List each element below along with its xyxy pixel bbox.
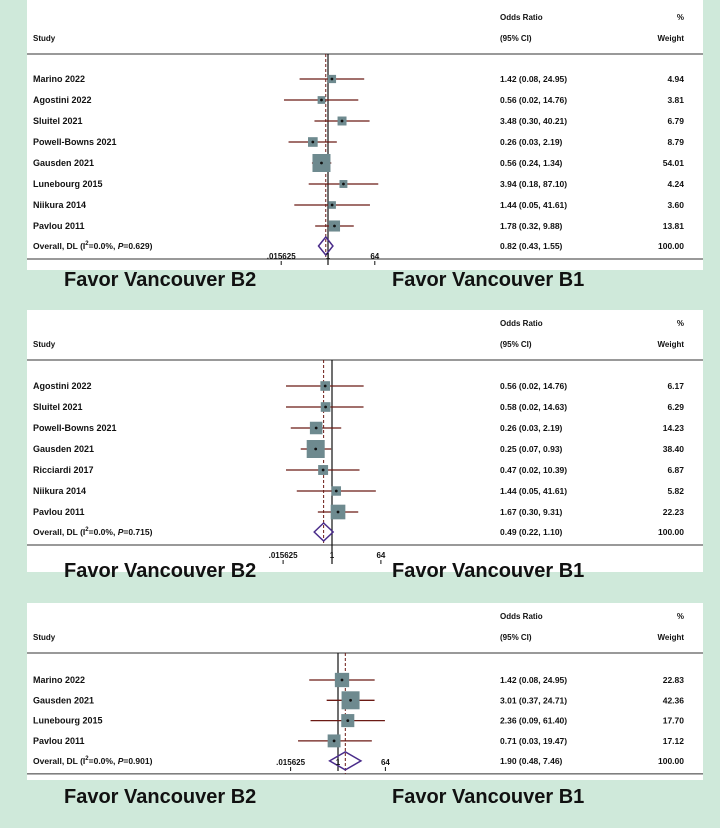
overall-weight-text: 100.00 (658, 241, 684, 251)
header-percent: % (676, 319, 684, 328)
point-estimate (335, 490, 338, 493)
weight-text: 38.40 (662, 444, 684, 454)
overall-label: Overall, DL ($I^2=0.0\%$, P=0.629) (33, 241, 153, 251)
study-label: Powell-Bowns 2021 (33, 423, 117, 433)
point-estimate (341, 679, 344, 682)
header-percent: % (676, 13, 684, 22)
header-ci: (95% CI) (500, 633, 532, 642)
x-tick-label: .015625 (268, 551, 298, 560)
point-estimate (341, 120, 344, 123)
x-tick-label: .015625 (276, 758, 306, 767)
ci-text: 0.58 (0.02, 14.63) (500, 402, 568, 412)
header-study: Study (33, 633, 56, 642)
point-estimate (314, 448, 317, 451)
ci-text: 3.48 (0.30, 40.21) (500, 116, 568, 126)
overall-label: Overall, DL ($I^2=0.0\%$, P=0.715) (33, 527, 153, 537)
weight-text: 54.01 (662, 158, 684, 168)
weight-text: 6.17 (667, 381, 684, 391)
ci-text: 3.94 (0.18, 87.10) (500, 179, 568, 189)
weight-text: 3.81 (667, 95, 684, 105)
study-label: Powell-Bowns 2021 (33, 137, 117, 147)
weight-text: 4.24 (667, 179, 684, 189)
point-estimate (320, 162, 323, 165)
header-odds-ratio: Odds Ratio (500, 319, 543, 328)
point-estimate (349, 699, 352, 702)
header-ci: (95% CI) (500, 340, 532, 349)
forest-plot-svg (27, 0, 703, 270)
weight-text: 6.79 (667, 116, 684, 126)
point-estimate (324, 385, 327, 388)
point-estimate (337, 511, 340, 514)
study-label: Agostini 2022 (33, 95, 92, 105)
study-label: Sluitel 2021 (33, 402, 83, 412)
point-estimate (324, 406, 327, 409)
study-label: Pavlou 2011 (33, 507, 85, 517)
weight-text: 6.29 (667, 402, 684, 412)
ci-text: 0.56 (0.02, 14.76) (500, 95, 568, 105)
x-tick-label: 64 (370, 252, 380, 261)
weight-text: 17.12 (662, 735, 684, 746)
study-label: Gausden 2021 (33, 158, 95, 168)
weight-text: 5.82 (667, 486, 684, 496)
study-label: Ricciardi 2017 (33, 465, 94, 475)
favor-left-label: Favor Vancouver B2 (64, 269, 257, 291)
study-label: Pavlou 2011 (33, 221, 85, 231)
study-label: Marino 2022 (33, 74, 86, 84)
study-label: Lunebourg 2015 (33, 715, 103, 726)
point-estimate (333, 225, 336, 228)
header-odds-ratio: Odds Ratio (500, 612, 543, 621)
favor-right-label: Favor Vancouver B1 (392, 269, 585, 291)
ci-text: 0.26 (0.03, 2.19) (500, 423, 563, 433)
overall-weight-text: 100.00 (658, 755, 684, 766)
point-estimate (331, 78, 334, 81)
x-tick-label: 64 (376, 551, 386, 560)
favor-right-label: Favor Vancouver B1 (392, 786, 585, 808)
ci-text: 0.71 (0.03, 19.47) (500, 735, 568, 746)
point-estimate (322, 469, 325, 472)
point-estimate (315, 427, 318, 430)
ci-text: 0.47 (0.02, 10.39) (500, 465, 568, 475)
ci-text: 0.56 (0.24, 1.34) (500, 158, 563, 168)
forest-plot-svg (27, 310, 703, 572)
study-label: Niikura 2014 (33, 200, 87, 210)
header-odds-ratio: Odds Ratio (500, 13, 543, 22)
header-weight: Weight (657, 633, 684, 642)
ci-text: 0.26 (0.03, 2.19) (500, 137, 563, 147)
ci-text: 1.78 (0.32, 9.88) (500, 221, 563, 231)
study-label: Gausden 2021 (33, 695, 95, 706)
study-label: Gausden 2021 (33, 444, 95, 454)
weight-text: 6.87 (667, 465, 684, 475)
ci-text: 3.01 (0.37, 24.71) (500, 695, 568, 706)
point-estimate (333, 740, 336, 743)
study-label: Agostini 2022 (33, 381, 92, 391)
header-weight: Weight (657, 34, 684, 43)
forest-plot-panel-3 (27, 603, 703, 780)
forest-plot-panel-1 (27, 0, 703, 270)
overall-ci-text: 1.90 (0.48, 7.46) (500, 755, 563, 766)
x-tick-label: 1 (335, 758, 341, 767)
weight-text: 22.23 (662, 507, 684, 517)
overall-label: Overall, DL ($I^2=0.0\%$, P=0.901) (33, 755, 153, 766)
ci-text: 1.67 (0.30, 9.31) (500, 507, 563, 517)
header-percent: % (676, 612, 684, 621)
ci-text: 1.44 (0.05, 41.61) (500, 486, 568, 496)
weight-text: 3.60 (667, 200, 684, 210)
header-study: Study (33, 34, 56, 43)
favor-left-label: Favor Vancouver B2 (64, 786, 257, 808)
ci-text: 1.42 (0.08, 24.95) (500, 74, 568, 84)
forest-plot-panel-2 (27, 310, 703, 572)
weight-text: 22.83 (662, 675, 684, 685)
ci-text: 1.44 (0.05, 41.61) (500, 200, 568, 210)
weight-text: 14.23 (662, 423, 684, 433)
point-estimate (346, 719, 349, 722)
ci-text: 0.56 (0.02, 14.76) (500, 381, 568, 391)
weight-text: 4.94 (667, 74, 684, 84)
overall-weight-text: 100.00 (658, 527, 684, 537)
x-tick-label: 1 (325, 252, 331, 261)
point-estimate (320, 99, 323, 102)
weight-text: 42.36 (662, 695, 684, 706)
forest-plot-svg (27, 603, 703, 780)
overall-ci-text: 0.82 (0.43, 1.55) (500, 241, 563, 251)
weight-text: 17.70 (662, 715, 684, 726)
ci-text: 2.36 (0.09, 61.40) (500, 715, 568, 726)
ci-text: 1.42 (0.08, 24.95) (500, 675, 568, 685)
weight-text: 8.79 (667, 137, 684, 147)
x-tick-label: 1 (329, 551, 335, 560)
x-tick-label: 64 (380, 758, 390, 767)
point-estimate (331, 204, 334, 207)
header-study: Study (33, 340, 56, 349)
study-label: Lunebourg 2015 (33, 179, 103, 189)
study-label: Sluitel 2021 (33, 116, 83, 126)
favor-left-label: Favor Vancouver B2 (64, 560, 257, 582)
header-ci: (95% CI) (500, 34, 532, 43)
x-tick-label: .015625 (266, 252, 296, 261)
favor-right-label: Favor Vancouver B1 (392, 560, 585, 582)
study-label: Marino 2022 (33, 675, 86, 685)
overall-ci-text: 0.49 (0.22, 1.10) (500, 527, 563, 537)
study-label: Pavlou 2011 (33, 735, 85, 746)
ci-text: 0.25 (0.07, 0.93) (500, 444, 563, 454)
header-weight: Weight (657, 340, 684, 349)
weight-text: 13.81 (662, 221, 684, 231)
point-estimate (311, 141, 314, 144)
point-estimate (342, 183, 345, 186)
study-label: Niikura 2014 (33, 486, 87, 496)
